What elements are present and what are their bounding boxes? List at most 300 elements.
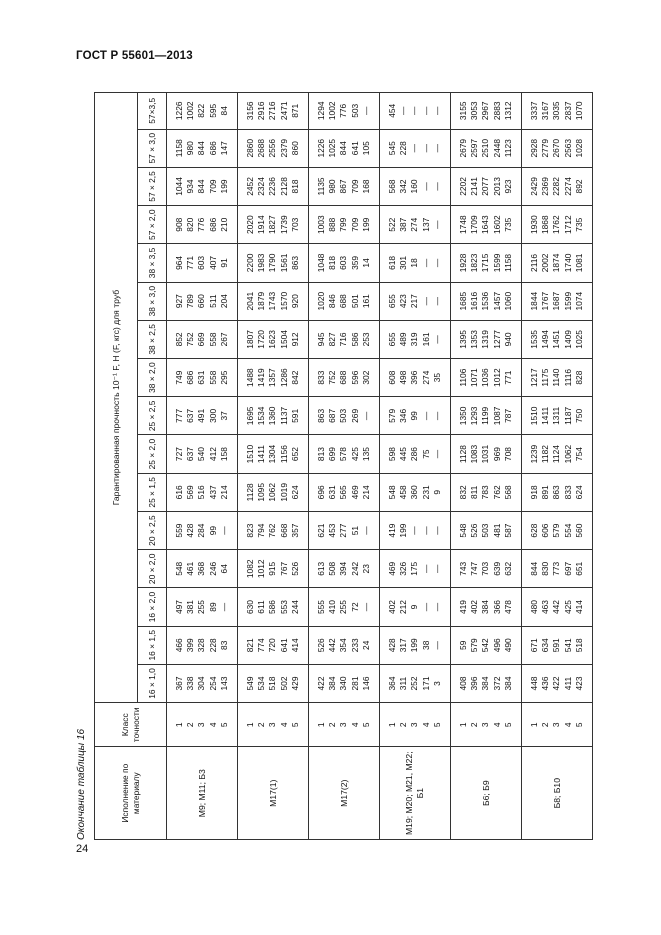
strength-cell	[522, 435, 593, 473]
strength-value: —	[431, 182, 442, 191]
strength-value: 481	[491, 523, 502, 538]
strength-value: 199	[218, 179, 229, 194]
strength-value: 2200	[244, 253, 255, 273]
strength-value: —	[360, 526, 371, 535]
class-value: 1	[315, 722, 326, 728]
strength-cell	[167, 167, 238, 205]
table-row	[451, 93, 522, 840]
strength-value: 423	[398, 294, 409, 309]
strength-value: 2716	[267, 101, 278, 121]
strength-value: 1226	[315, 138, 326, 158]
strength-value: 1175	[540, 368, 551, 387]
class-value: 1	[457, 722, 468, 728]
strength-value: —	[420, 182, 431, 191]
strength-value: 558	[207, 332, 218, 347]
class-value: 5	[218, 722, 229, 728]
strength-value: 501	[349, 294, 360, 309]
strength-value: 1304	[267, 444, 278, 464]
material-cell: Б6; Б9	[451, 747, 522, 840]
strength-value: 75	[420, 449, 431, 459]
strength-value: 317	[398, 638, 409, 653]
strength-value: 1062	[562, 444, 573, 464]
strength-value: 871	[289, 103, 300, 118]
strength-value: 1293	[469, 406, 480, 426]
strength-value: 1128	[457, 445, 468, 464]
strength-value: 396	[409, 370, 420, 385]
strength-value: 1019	[278, 483, 289, 502]
strength-value: 703	[480, 561, 491, 576]
size-column-header: 38 × 3,0	[138, 282, 167, 320]
strength-value: 147	[218, 141, 229, 156]
strength-value: 591	[551, 638, 562, 653]
strength-value: 1137	[278, 406, 289, 425]
strength-cell	[380, 129, 451, 167]
class-value: 3	[480, 722, 491, 728]
strength-value: 161	[420, 332, 431, 347]
strength-value: 328	[196, 638, 207, 653]
strength-value: 1790	[267, 253, 278, 273]
rotated-table-area	[76, 92, 584, 840]
strength-value: 419	[386, 523, 397, 538]
strength-value: 503	[338, 408, 349, 423]
strength-value: 384	[480, 600, 491, 615]
strength-value: 920	[289, 294, 300, 309]
strength-value: 489	[398, 332, 409, 347]
strength-value: 1083	[469, 444, 480, 464]
strength-value: 637	[185, 408, 196, 423]
strength-cell	[309, 206, 380, 244]
strength-value: 2471	[278, 101, 289, 121]
strength-value: 38	[420, 640, 431, 650]
strength-value: 1411	[256, 445, 267, 464]
strength-value: 1217	[528, 368, 539, 387]
strength-cell	[451, 397, 522, 435]
strength-cell	[238, 626, 309, 664]
strength-value: 3155	[457, 101, 468, 121]
strength-cell	[522, 93, 593, 130]
strength-cell	[380, 206, 451, 244]
strength-value: 1743	[267, 291, 278, 311]
strength-value: 754	[573, 447, 584, 462]
strength-value: 24	[360, 640, 371, 650]
strength-value: 2202	[457, 177, 468, 196]
strength-value: —	[431, 564, 442, 573]
strength-value: 274	[420, 370, 431, 385]
strength-value: 1116	[562, 368, 573, 387]
strength-value: 175	[409, 561, 420, 576]
strength-value: 603	[338, 255, 349, 270]
strength-value: —	[409, 144, 420, 153]
strength-cell	[522, 473, 593, 511]
strength-cell	[167, 93, 238, 130]
strength-cell	[309, 244, 380, 282]
strength-value: 311	[398, 676, 409, 691]
strength-value: 568	[386, 179, 397, 194]
strength-value: 668	[278, 523, 289, 538]
strength-value: 776	[338, 103, 349, 118]
strength-value: 135	[360, 447, 371, 462]
material-header: Исполнение по материалу	[95, 747, 167, 840]
material-cell: М17(1)	[238, 747, 309, 840]
strength-value: 934	[185, 179, 196, 194]
size-column-header: 57×3,5	[138, 93, 167, 130]
strength-value: 1534	[256, 406, 267, 426]
strength-value: 2967	[480, 101, 491, 121]
strength-value: 1712	[562, 215, 573, 235]
strength-value: —	[431, 220, 442, 229]
strength-value: 160	[409, 179, 420, 194]
strength-value: 399	[185, 638, 196, 653]
strength-value: 1748	[457, 215, 468, 235]
strength-value: 2041	[244, 291, 255, 311]
class-value: 3	[267, 722, 278, 728]
strength-value: 498	[398, 370, 409, 385]
strength-value: 372	[491, 676, 502, 691]
strength-value: 269	[349, 408, 360, 423]
strength-value: 442	[327, 638, 338, 653]
strength-value: 1914	[256, 215, 267, 235]
strength-value: 2369	[540, 177, 551, 196]
strength-value: 99	[409, 411, 420, 421]
strength-cell	[380, 244, 451, 282]
strength-cell	[522, 550, 593, 588]
strength-value: 752	[327, 370, 338, 385]
strength-value: 652	[289, 447, 300, 462]
strength-value: 1012	[491, 368, 502, 387]
strength-value: 2563	[562, 138, 573, 158]
strength-value: 2013	[491, 177, 502, 196]
strength-value: 618	[386, 255, 397, 270]
strength-value: 842	[289, 370, 300, 385]
strength-cell	[380, 626, 451, 664]
strength-value: 655	[386, 332, 397, 347]
class-value: 4	[420, 722, 431, 728]
class-header: Класс точности	[95, 703, 167, 747]
strength-value: 277	[338, 523, 349, 538]
strength-value: 204	[218, 294, 229, 309]
strength-value: 1081	[573, 253, 584, 273]
strength-value: 762	[491, 485, 502, 500]
strength-value: 1124	[551, 445, 562, 464]
strength-value: 595	[207, 103, 218, 118]
strength-value: —	[360, 602, 371, 612]
strength-value: 381	[185, 600, 196, 615]
strength-value: 749	[173, 370, 184, 385]
strength-value: 844	[528, 561, 539, 576]
strength-value: 1048	[315, 253, 326, 273]
strength-value: 578	[338, 447, 349, 462]
strength-cell	[309, 167, 380, 205]
strength-value: 1095	[256, 483, 267, 502]
class-value: 2	[469, 722, 480, 728]
strength-cell	[238, 588, 309, 626]
class-value: 3	[196, 722, 207, 728]
strength-value: 969	[491, 447, 502, 462]
strength-value: 548	[386, 485, 397, 500]
strength-cell	[167, 473, 238, 511]
strength-value: 641	[278, 638, 289, 653]
strength-value: 828	[573, 370, 584, 385]
strength-value: 586	[349, 332, 360, 347]
strength-value: 735	[573, 217, 584, 232]
size-column-header: 57 × 3,0	[138, 129, 167, 167]
strength-cell	[167, 664, 238, 702]
strength-value: 540	[196, 447, 207, 462]
strength-value: 384	[480, 676, 491, 691]
strength-value: —	[398, 106, 409, 115]
strength-value: 596	[349, 370, 360, 385]
strength-cell	[522, 397, 593, 435]
table-row	[309, 93, 380, 840]
strength-value: 254	[207, 676, 218, 691]
strength-cell	[380, 397, 451, 435]
strength-value: 210	[218, 217, 229, 232]
strength-cell	[451, 664, 522, 702]
strength-value: 1411	[540, 406, 551, 425]
strength-cell	[522, 664, 593, 702]
strength-value: 2324	[256, 177, 267, 196]
strength-value: 9	[409, 604, 420, 610]
strength-value: 2916	[256, 101, 267, 121]
strength-value: 2670	[551, 138, 562, 158]
strength-value: 1158	[173, 139, 184, 158]
strength-value: 3167	[540, 101, 551, 121]
strength-cell	[451, 550, 522, 588]
strength-value: 526	[469, 523, 480, 538]
strength-value: 789	[185, 294, 196, 309]
strength-value: 912	[289, 332, 300, 347]
class-value: 5	[431, 722, 442, 728]
strength-cell	[309, 129, 380, 167]
strength-value: 453	[327, 523, 338, 538]
strength-cell	[167, 206, 238, 244]
strength-value: 503	[480, 523, 491, 538]
strength-cell	[451, 473, 522, 511]
strength-value: 253	[360, 332, 371, 347]
strength-cell	[522, 359, 593, 397]
strength-value: 526	[289, 561, 300, 576]
strength-value: 83	[218, 640, 229, 650]
strength-value: 687	[327, 408, 338, 423]
strength-value: 1844	[528, 291, 539, 311]
strength-value: 360	[409, 485, 420, 500]
strength-cell	[167, 359, 238, 397]
strength-value: 244	[289, 600, 300, 615]
strength-cell	[380, 359, 451, 397]
strength-value: 777	[173, 408, 184, 423]
size-column-header: 25 × 2,5	[138, 397, 167, 435]
strength-cell	[309, 626, 380, 664]
strength-value: 641	[349, 141, 360, 156]
strength-value: 867	[338, 179, 349, 194]
strength-value: 747	[469, 561, 480, 576]
class-cell	[522, 703, 593, 747]
strength-value: 2860	[244, 138, 255, 158]
strength-value: 448	[528, 676, 539, 691]
strength-value: 980	[185, 141, 196, 156]
strength-cell	[522, 244, 593, 282]
strength-cell	[167, 435, 238, 473]
strength-value: 1294	[315, 101, 326, 121]
strength-value: 1106	[457, 368, 468, 387]
strength-value: 1709	[469, 215, 480, 235]
strength-value: 1570	[278, 291, 289, 311]
strength-cell	[522, 320, 593, 358]
strength-value: 579	[551, 523, 562, 538]
strength-value: 1823	[469, 253, 480, 273]
strength-value: 1003	[315, 215, 326, 235]
page-number: 24	[76, 843, 89, 855]
strength-value: 863	[315, 408, 326, 423]
strength-value: 414	[289, 638, 300, 653]
strength-value: 1419	[256, 368, 267, 387]
strength-value: 64	[218, 564, 229, 574]
class-value: 3	[551, 722, 562, 728]
strength-value: 326	[398, 561, 409, 576]
strength-cell	[451, 167, 522, 205]
strength-value: 1451	[551, 330, 562, 349]
strength-cell	[451, 435, 522, 473]
strength-value: 425	[562, 600, 573, 615]
strength-value: 591	[289, 408, 300, 423]
strength-value: 1312	[502, 101, 513, 121]
strength-value: 518	[267, 676, 278, 691]
strength-cell	[380, 435, 451, 473]
strength-value: 1239	[528, 444, 539, 464]
size-column-header: 38 × 3,5	[138, 244, 167, 282]
strength-value: 598	[386, 447, 397, 462]
strength-value: 402	[386, 600, 397, 615]
strength-value: 2883	[491, 101, 502, 121]
strength-value: 423	[573, 676, 584, 691]
strength-value: 945	[315, 332, 326, 347]
strength-value: 442	[551, 600, 562, 615]
strength-value: 716	[338, 332, 349, 347]
strength-value: 516	[196, 485, 207, 500]
strength-value: 631	[196, 370, 207, 385]
strength-value: 1286	[278, 368, 289, 387]
table-row	[380, 93, 451, 840]
strength-value: 367	[173, 676, 184, 691]
strength-value: 1158	[502, 253, 513, 272]
strength-value: 255	[338, 600, 349, 615]
class-value: 2	[540, 722, 551, 728]
strength-cell	[380, 550, 451, 588]
strength-value: 1599	[491, 253, 502, 273]
strength-cell	[238, 206, 309, 244]
strength-value: 1874	[551, 253, 562, 273]
strength-value: 752	[185, 332, 196, 347]
size-column-header: 16 × 1,0	[138, 664, 167, 702]
strength-value: 2448	[491, 138, 502, 158]
strength-value: 2679	[457, 138, 468, 158]
strength-value: 621	[315, 523, 326, 538]
class-cell	[238, 703, 309, 747]
strength-value: 586	[267, 600, 278, 615]
class-value: 4	[278, 722, 289, 728]
strength-value: 301	[398, 255, 409, 270]
strength-value: 908	[173, 217, 184, 232]
strength-value: 387	[398, 217, 409, 232]
strength-value: 709	[207, 179, 218, 194]
strength-value: 51	[349, 525, 360, 536]
strength-value: 860	[289, 141, 300, 156]
strength-value: 466	[173, 638, 184, 653]
strength-cell	[167, 282, 238, 320]
strength-value: 624	[573, 485, 584, 500]
strength-value: —	[360, 106, 371, 115]
strength-cell	[167, 588, 238, 626]
strength-value: 534	[256, 676, 267, 691]
strength-value: 1002	[185, 101, 196, 121]
strength-value: 2116	[528, 253, 539, 272]
material-cell: Б8; Б10	[522, 747, 593, 840]
strength-group-header: Гарантированная прочность 10⁻¹ F, H (F, кгс) для труб	[95, 93, 138, 703]
strength-value: —	[431, 106, 442, 115]
strength-value: 720	[267, 638, 278, 653]
strength-value: 1087	[491, 406, 502, 426]
strength-value: 2597	[469, 138, 480, 158]
strength-value: —	[420, 526, 431, 535]
strength-cell	[309, 93, 380, 130]
strength-value: 2779	[540, 138, 551, 158]
strength-value: 480	[528, 600, 539, 615]
strength-value: 1311	[551, 406, 562, 425]
strength-value: 3035	[551, 101, 562, 121]
strength-value: 743	[457, 561, 468, 576]
strength-value: 823	[244, 523, 255, 538]
class-value: 5	[289, 722, 300, 728]
strength-value: 508	[327, 561, 338, 576]
strength-value: 630	[244, 600, 255, 615]
strength-value: 295	[218, 370, 229, 385]
strength-value: 1395	[457, 330, 468, 349]
strength-value: 2282	[551, 177, 562, 196]
strength-value: 1535	[528, 330, 539, 349]
strength-value: 340	[338, 676, 349, 691]
strength-value: —	[420, 411, 431, 421]
strength-value: 833	[562, 485, 573, 500]
strength-value: 35	[431, 372, 442, 383]
strength-value: 787	[502, 408, 513, 423]
strength-value: —	[431, 602, 442, 612]
strength-value: 359	[349, 255, 360, 270]
strength-value: 469	[386, 561, 397, 576]
strength-cell	[309, 282, 380, 320]
strength-cell	[309, 473, 380, 511]
strength-value: 709	[349, 179, 360, 194]
class-value: 2	[185, 722, 196, 728]
strength-value: 660	[196, 294, 207, 309]
strength-value: 1504	[278, 330, 289, 349]
strength-value: 891	[540, 485, 551, 500]
strength-value: 346	[398, 408, 409, 423]
strength-value: 1025	[327, 138, 338, 158]
strength-value: 541	[562, 638, 573, 653]
strength-value: 940	[502, 332, 513, 347]
strength-value: 686	[207, 217, 218, 232]
size-column-header: 25 × 2,0	[138, 435, 167, 473]
strength-value: 2452	[244, 177, 255, 196]
strength-value: 1510	[528, 406, 539, 426]
strength-value: 818	[327, 255, 338, 270]
strength-value: 59	[457, 640, 468, 650]
strength-value: 422	[315, 676, 326, 691]
material-cell: М19; М20; М21, М22; Б1	[380, 747, 451, 840]
strength-value: 608	[386, 370, 397, 385]
strength-cell	[522, 167, 593, 205]
strength-value: 1012	[256, 559, 267, 579]
